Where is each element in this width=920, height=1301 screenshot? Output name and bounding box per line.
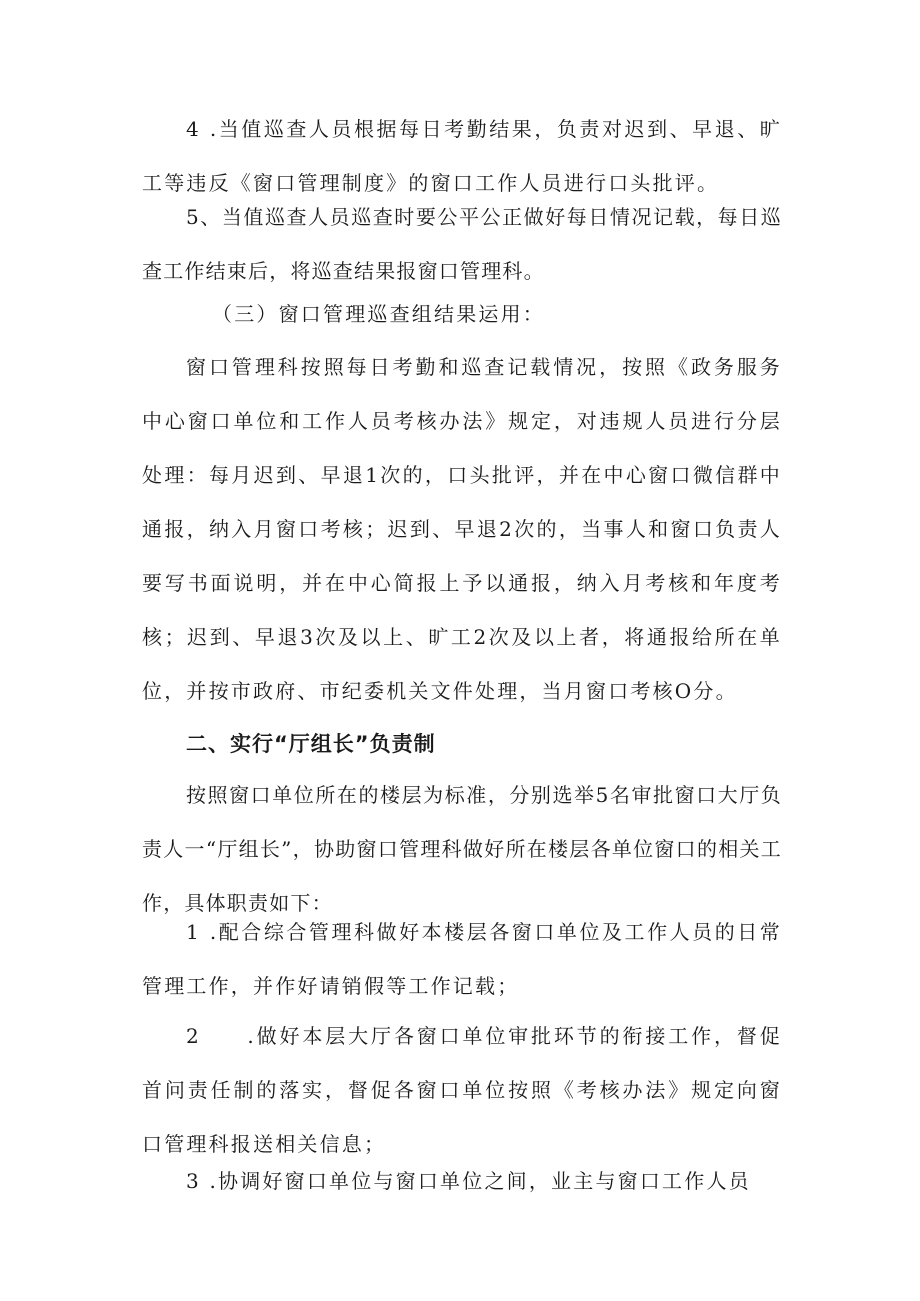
paragraph-duty-1: 1 .配合综合管理科做好本楼层各窗口单位及工作人员的日常管理工作，并作好请销假等工作记载； [142, 920, 782, 998]
paragraph-duty-3: 3 .协调好窗口单位与窗口单位之间，业主与窗口工作人员 [186, 1169, 751, 1193]
section-heading-2: 二、实行“厅组长”负责制 [186, 732, 436, 756]
paragraph-item-4: 4 .当值巡查人员根据每日考勤结果，负责对迟到、早退、旷工等违反《窗口管理制度》的窗口工作人员进行口头批评。 [142, 117, 782, 195]
paragraph-results-usage: 窗口管理科按照每日考勤和巡查记载情况，按照《政务服务中心窗口单位和工作人员考核办法》规定，对违规人员进行分层处理：每月迟到、早退1次的，口头批评，并在中心窗口微信群中通报，纳入月窗口考核；迟到、早退2次的，当事人和窗口负责人要写书面说明，并在中心简报上予以通报，纳入月考核和年度考核；迟到、早退3次及以上、旷工2次及以上者，将通报给所在单位，并按市政府、市纪委机关文件处理，当月窗口考核O分。 [142, 355, 782, 703]
section-heading-3: （三）窗口管理巡查组结果运用： [212, 302, 545, 326]
paragraph-item-5: 5、当值巡查人员巡查时要公平公正做好每日情况记载，每日巡查工作结束后，将巡查结果报窗口管理科。 [142, 205, 782, 283]
paragraph-duty-2: 2 .做好本层大厅各窗口单位审批环节的衔接工作，督促首问责任制的落实，督促各窗口单位按照《考核办法》规定向窗口管理科报送相关信息； [142, 1024, 782, 1156]
paragraph-hall-leader: 按照窗口单位所在的楼层为标准，分别选举5名审批窗口大厅负责人一“厅组长”，协助窗口管理科做好所在楼层各单位窗口的相关工作，具体职责如下： [142, 783, 782, 915]
